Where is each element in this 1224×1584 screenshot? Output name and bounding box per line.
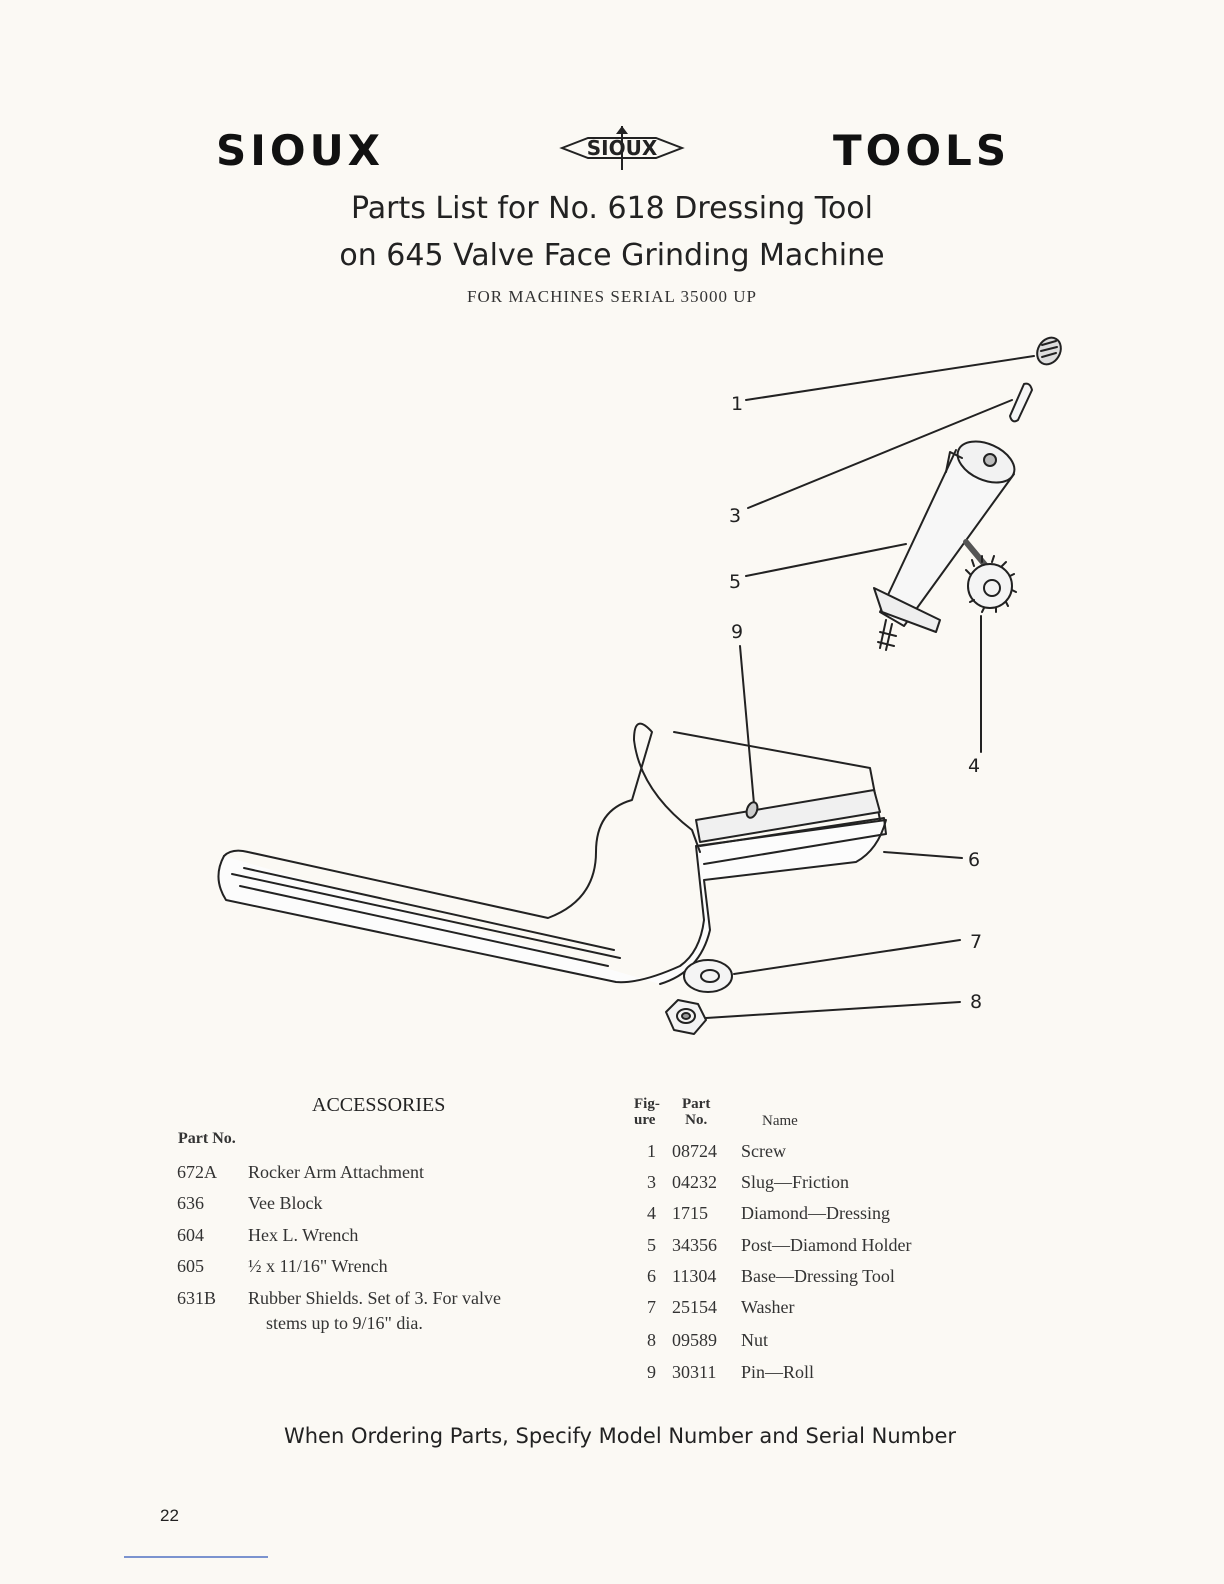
callout-7: 7 bbox=[970, 931, 983, 953]
accessory-name: Hex L. Wrench bbox=[248, 1225, 359, 1245]
accessory-part-no: 631B bbox=[177, 1288, 217, 1308]
parts-figure: 8 bbox=[647, 1330, 656, 1350]
accessory-name: ½ x 11/16" Wrench bbox=[248, 1256, 388, 1276]
serial-subtitle: FOR MACHINES SERIAL 35000 UP bbox=[467, 287, 757, 306]
parts-figure: 6 bbox=[647, 1266, 656, 1286]
screw-part bbox=[1032, 333, 1065, 368]
title-line-1: Parts List for No. 618 Dressing Tool bbox=[351, 191, 873, 226]
callout-3: 3 bbox=[729, 505, 742, 527]
parts-part-no-header: Part No. bbox=[682, 1096, 711, 1128]
diamond-dressing-part bbox=[966, 542, 1016, 612]
ordering-note: When Ordering Parts, Specify Model Number and Serial Number bbox=[283, 1424, 957, 1448]
slug-part bbox=[1010, 384, 1032, 422]
parts-part-no: 11304 bbox=[672, 1266, 717, 1286]
exploded-parts-diagram bbox=[0, 320, 1224, 1080]
base-part bbox=[218, 724, 886, 984]
callout-6: 6 bbox=[968, 849, 981, 871]
parts-part-no: 1715 bbox=[672, 1203, 708, 1223]
callout-5: 5 bbox=[729, 571, 742, 593]
page-number: 22 bbox=[160, 1506, 179, 1525]
accessory-name: Rocker Arm Attachment bbox=[248, 1162, 424, 1182]
accessory-part-no: 672A bbox=[177, 1162, 217, 1182]
parts-part-no: 08724 bbox=[672, 1141, 717, 1161]
parts-part-no: 34356 bbox=[672, 1235, 717, 1255]
parts-figure: 5 bbox=[647, 1235, 656, 1255]
accessories-part-no-header: Part No. bbox=[178, 1130, 236, 1147]
accessory-name-continuation: stems up to 9/16" dia. bbox=[266, 1313, 423, 1333]
leader-line-9 bbox=[740, 646, 754, 804]
accessory-part-no: 636 bbox=[177, 1193, 204, 1213]
accessories-title: ACCESSORIES bbox=[312, 1094, 446, 1116]
accessory-part-no: 604 bbox=[177, 1225, 204, 1245]
parts-part-no: 09589 bbox=[672, 1330, 717, 1350]
parts-name: Slug—Friction bbox=[741, 1172, 850, 1192]
parts-figure: 3 bbox=[647, 1172, 656, 1192]
callout-8: 8 bbox=[970, 991, 983, 1013]
sioux-logo bbox=[558, 124, 686, 172]
parts-figure-header: Fig- ure bbox=[634, 1096, 660, 1128]
washer-part bbox=[684, 960, 732, 992]
parts-name-header: Name bbox=[762, 1113, 798, 1129]
brand-name-left: SIOUX bbox=[216, 126, 385, 175]
leader-line-8 bbox=[706, 1002, 960, 1018]
parts-part-no: 25154 bbox=[672, 1297, 717, 1317]
parts-name: Post—Diamond Holder bbox=[741, 1235, 912, 1255]
parts-name: Screw bbox=[741, 1141, 786, 1161]
parts-name: Pin—Roll bbox=[741, 1362, 815, 1382]
parts-name: Washer bbox=[741, 1297, 795, 1317]
parts-figure: 7 bbox=[647, 1297, 656, 1317]
nut-part bbox=[666, 1000, 706, 1034]
accessory-name: Rubber Shields. Set of 3. For valve bbox=[248, 1288, 501, 1308]
logo-text: SIOUX bbox=[586, 136, 658, 160]
callout-9: 9 bbox=[731, 621, 744, 643]
parts-figure: 4 bbox=[647, 1203, 656, 1223]
parts-part-no: 04232 bbox=[672, 1172, 717, 1192]
brand-name-right: TOOLS bbox=[833, 126, 1011, 175]
post-part bbox=[874, 433, 1021, 650]
leader-line-1 bbox=[746, 356, 1034, 400]
accessory-part-no: 605 bbox=[177, 1256, 204, 1276]
parts-name: Nut bbox=[741, 1330, 768, 1350]
leader-line-7 bbox=[734, 940, 960, 974]
parts-name: Diamond—Dressing bbox=[741, 1203, 890, 1223]
parts-figure: 1 bbox=[647, 1141, 656, 1161]
accessory-name: Vee Block bbox=[248, 1193, 323, 1213]
callout-4: 4 bbox=[968, 755, 981, 777]
scan-edge-line bbox=[124, 1556, 268, 1558]
callout-1: 1 bbox=[731, 393, 744, 415]
parts-name: Base—Dressing Tool bbox=[741, 1266, 895, 1286]
parts-part-no: 30311 bbox=[672, 1362, 717, 1382]
parts-figure: 9 bbox=[647, 1362, 656, 1382]
leader-line-5 bbox=[746, 544, 906, 576]
leader-line-6 bbox=[884, 852, 962, 858]
title-line-2: on 645 Valve Face Grinding Machine bbox=[339, 238, 885, 273]
